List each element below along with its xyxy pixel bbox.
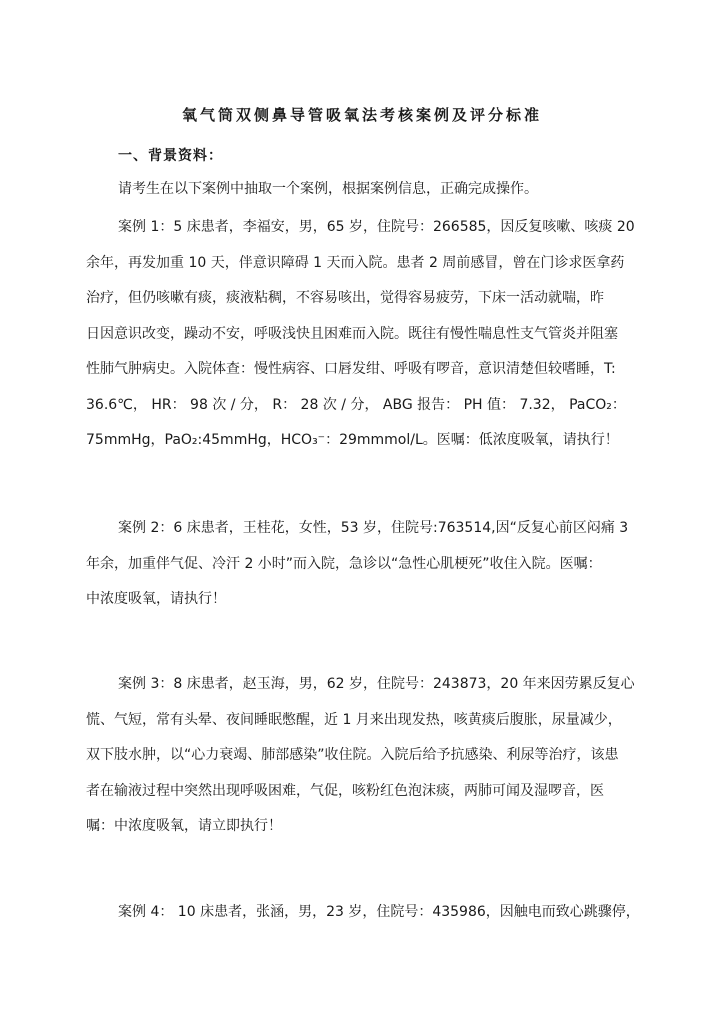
case-3-line: 慌、气短，常有头晕、夜间睡眠憋醒，近 1 月来出现发热，咳黄痰后腹胀，尿量减少， xyxy=(86,711,622,728)
case-1-line: 余年，再发加重 10 天，伴意识障碍 1 天而入院。患者 2 周前感冒，曾在门诊求医拿药 xyxy=(86,254,625,271)
case-1-paragraph xyxy=(86,210,642,459)
case-4-paragraph xyxy=(86,895,642,931)
case-1-line: 治疗，但仍咳嗽有痰，痰液粘稠，不容易咳出，觉得容易疲劳，下床一活动就喘，昨 xyxy=(86,290,604,306)
case-3-line: 双下肢水肿，以“心力衰竭、肺部感染”收住院。入院后给予抗感染、利尿等治疗，该患 xyxy=(86,747,619,763)
case-1-line: 日因意识改变，躁动不安，呼吸浅快且困难而入院。既往有慢性喘息性支气管炎并阻塞 xyxy=(86,325,618,342)
case-3-paragraph xyxy=(86,667,642,845)
intro-paragraph xyxy=(86,172,642,208)
case-3-line: 案例 3：8 床患者，赵玉海，男，62 岁，住院号：243873，20 年来因劳累反复心 xyxy=(118,676,635,692)
case-2-line: 案例 2：6 床患者，王桂花，女性，53 岁，住院号:763514,因“反复心前区闷痛 3 xyxy=(118,520,629,536)
case-4-line: 案例 4： 10 床患者，张涵，男，23 岁，住院号：435986，因触电而致心跳骤停， xyxy=(118,904,640,920)
case-1-line: 性肺气肿病史。入院体查：慢性病容、口唇发绀、呼吸有啰音，意识清楚但较嗜睡，T: xyxy=(86,361,616,377)
case-2-paragraph xyxy=(86,511,642,618)
section-heading: 一、背景资料： xyxy=(118,148,223,164)
page-title: 氧气筒双侧鼻导管吸氧法考核案例及评分标准 xyxy=(181,106,542,124)
case-1-line: 36.6℃， HR： 98 次 / 分， R： 28 次 / 分， ABG 报告： PH 值： 7.32， PaCO₂： xyxy=(86,396,626,413)
case-3-line: 者在输液过程中突然出现呼吸困难，气促，咳粉红色泡沫痰，两肺可闻及湿啰音，医 xyxy=(86,782,604,799)
case-1-line: 案例 1：5 床患者，李福安，男，65 岁，住院号：266585，因反复咳嗽、咳痰 20 xyxy=(118,219,635,235)
case-2-line: 年余，加重伴气促、冷汗 2 小时”而入院，急诊以“急性心肌梗死”收住入院。医嘱： xyxy=(86,555,602,572)
case-2-line: 中浓度吸氧，请执行！ xyxy=(86,591,226,607)
case-1-line: 75mmHg，PaO₂:45mmHg，HCO₃⁻：29mmmol/L。医嘱：低浓度吸氧，请执行！ xyxy=(86,432,619,448)
intro-line: 请考生在以下案例中抽取一个案例，根据案例信息，正确完成操作。 xyxy=(118,181,538,197)
case-3-line: 嘱：中浓度吸氧，请立即执行！ xyxy=(86,818,282,834)
